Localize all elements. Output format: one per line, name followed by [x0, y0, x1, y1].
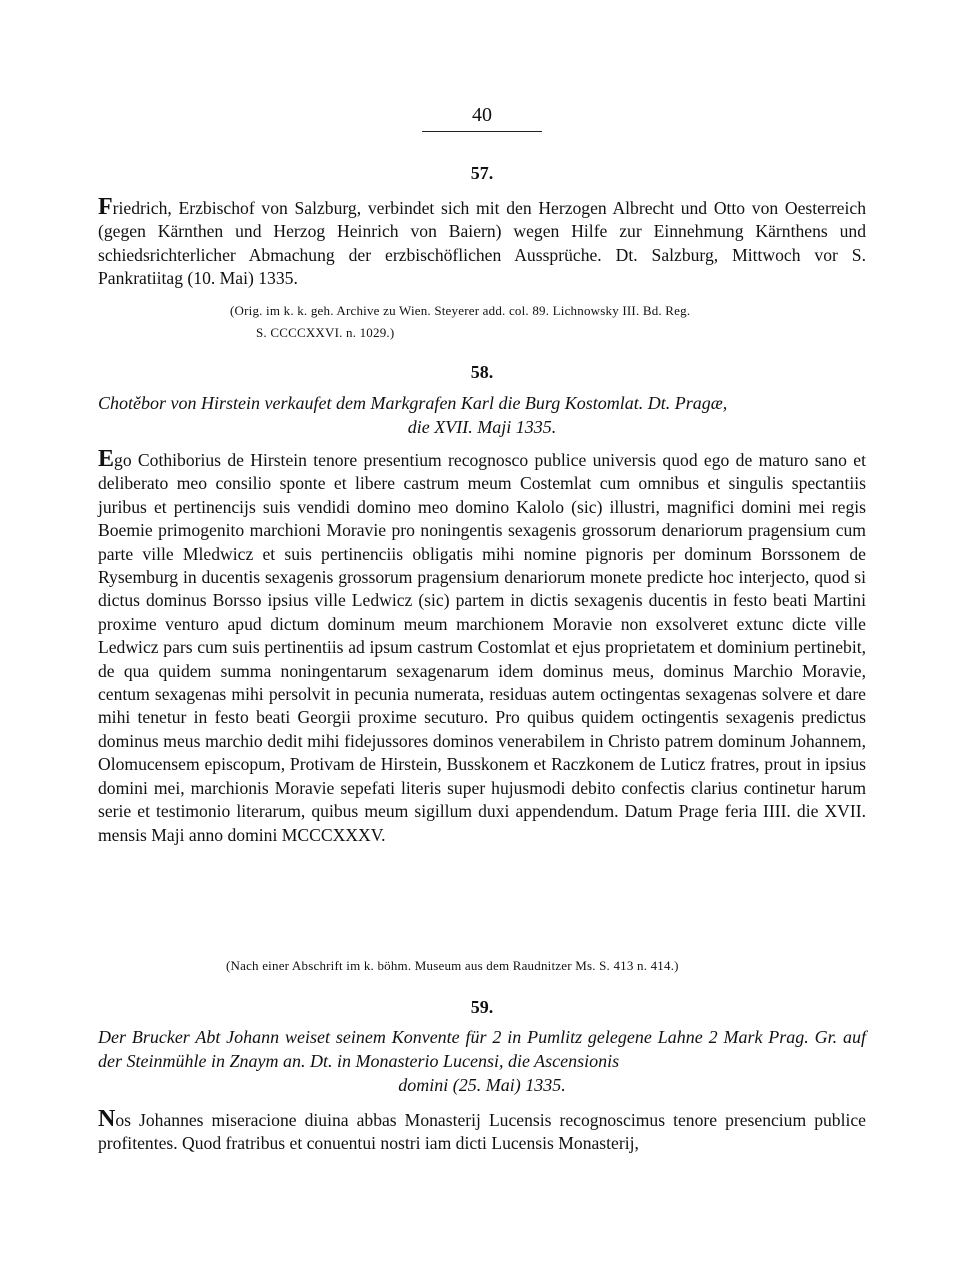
- document-59-summary-main: Der Brucker Abt Johann weiset seinem Konvente für 2 in Pumlitz gelegene Lahne 2 Mark Prag. Gr. auf der Steinmühle in Znaym an. Dt. in Monasterio Lucensi, die Ascensionis: [98, 1027, 866, 1071]
- document-57-initial: F: [98, 194, 113, 220]
- document-59-body: [98, 1107, 866, 1156]
- document-58-body-text: go Cothiborius de Hirstein tenore presentium recognosco publice universis quod ego de maturo sano et deliberato meo consilio sponte et libere castrum meum Costemlat cum omnibus et singulis spectantiis juribus et pertinencijs suis vendidi domino meo domino Kalolo (sic) illustri, magnifici domini mei regis Boemie primogenito marchioni Moravie pro noningentis sexagenis grossorum denariorum pragensium cum parte ville Mledwicz et suis pertinenciis obligatis mihi nomine pignoris per dominum Borssonem de Rysemburg in ducentis sexagenis grossorum pragensium denariorum monete predicte hoc interjecto, quod si dictus dominus Borsso ipsius ville Ledwicz (sic) partem in dictis sexagenis ducentis in festo beati Martini proxime venturo apud dictum dominum meum marchionem Moravie non exsolveret extunc dicte ville Ledwicz pars cum suis pertinentiis ad ipsum castrum Costomlat et ejus proprietatem et dominium pertinebit, de qua quidem summa noningentarum sexagenarum idem dominus meus, dominus Marchio Moravie, centum sexagenas mihi persolvit in pecunia numerata, residuas autem octingentas sexagenas solvere et dare mihi tenetur in festo beati Georgii proxime secuturo. Pro quibus quidem octingentis sexagenis predictus dominus meus marchio dedit mihi fidejussores dominos venerabilem in Christo patrem dominum Johannem, Olomucensem episcopum, Protivam de Hirstein, Busskonem et Raczkonem de Luticz fratres, prout in ipsius domini mei, marchionis Moravie sepefati literis super hujusmodi debito confectis clarius continetur harum serie et testimonio literarum, quibus meum sigillum duxi appendendum. Datum Prage feria IIII. die XVII. mensis Maji anno domini MCCCXXXV.: [98, 450, 866, 845]
- document-59-body-text: os Johannes miseracione diuina abbas Monasterij Lucensis recognoscimus tenore presencium publice profitentes. Quod fratribus et conuentui nostri iam dicti Lucensis Monasterij,: [98, 1110, 866, 1154]
- document-58-initial: E: [98, 446, 115, 472]
- page-header: [98, 104, 866, 132]
- document-58-number: 58.: [470, 362, 494, 382]
- header-rule: [422, 131, 542, 132]
- document-57-number: 57.: [470, 163, 494, 183]
- document-59-number: 59.: [470, 997, 494, 1017]
- document-57-source-line-2: S. CCCCXXVI. n. 1029.): [256, 325, 395, 340]
- document-58-source: (Nach einer Abschrift im k. böhm. Museum aus dem Raudnitzer Ms. S. 413 n. 414.): [226, 958, 679, 973]
- document-59-summary-last: domini (25. Mai) 1335.: [398, 1075, 566, 1095]
- document-57-summary: [98, 195, 866, 291]
- document-58-summary-last: die XVII. Maji 1335.: [407, 417, 557, 437]
- document-58-body: [98, 447, 866, 847]
- document-57-summary-text: riedrich, Erzbischof von Salzburg, verbindet sich mit den Herzogen Albrecht und Otto von Oesterreich (gegen Kärnthen und Herzog Heinrich von Baiern) wegen Hilfe zur Einnehmung Kärnthens und schiedsrichterlicher Abmachung der erzbischöflichen Aussprüche. Dt. Salzburg, Mittwoch vor S. Pankratiitag (10. Mai) 1335.: [98, 198, 866, 289]
- document-59-initial: N: [98, 1106, 116, 1132]
- document-58-summary-main: Chotěbor von Hirstein verkaufet dem Markgrafen Karl die Burg Kostomlat. Dt. Pragæ,: [98, 393, 728, 413]
- page-number: 40: [472, 104, 492, 126]
- document-57-source-line-1: (Orig. im k. k. geh. Archive zu Wien. Steyerer add. col. 89. Lichnowsky III. Bd. Reg.: [230, 303, 691, 318]
- document-59-summary: [98, 1025, 866, 1097]
- document-58-summary: [98, 391, 866, 439]
